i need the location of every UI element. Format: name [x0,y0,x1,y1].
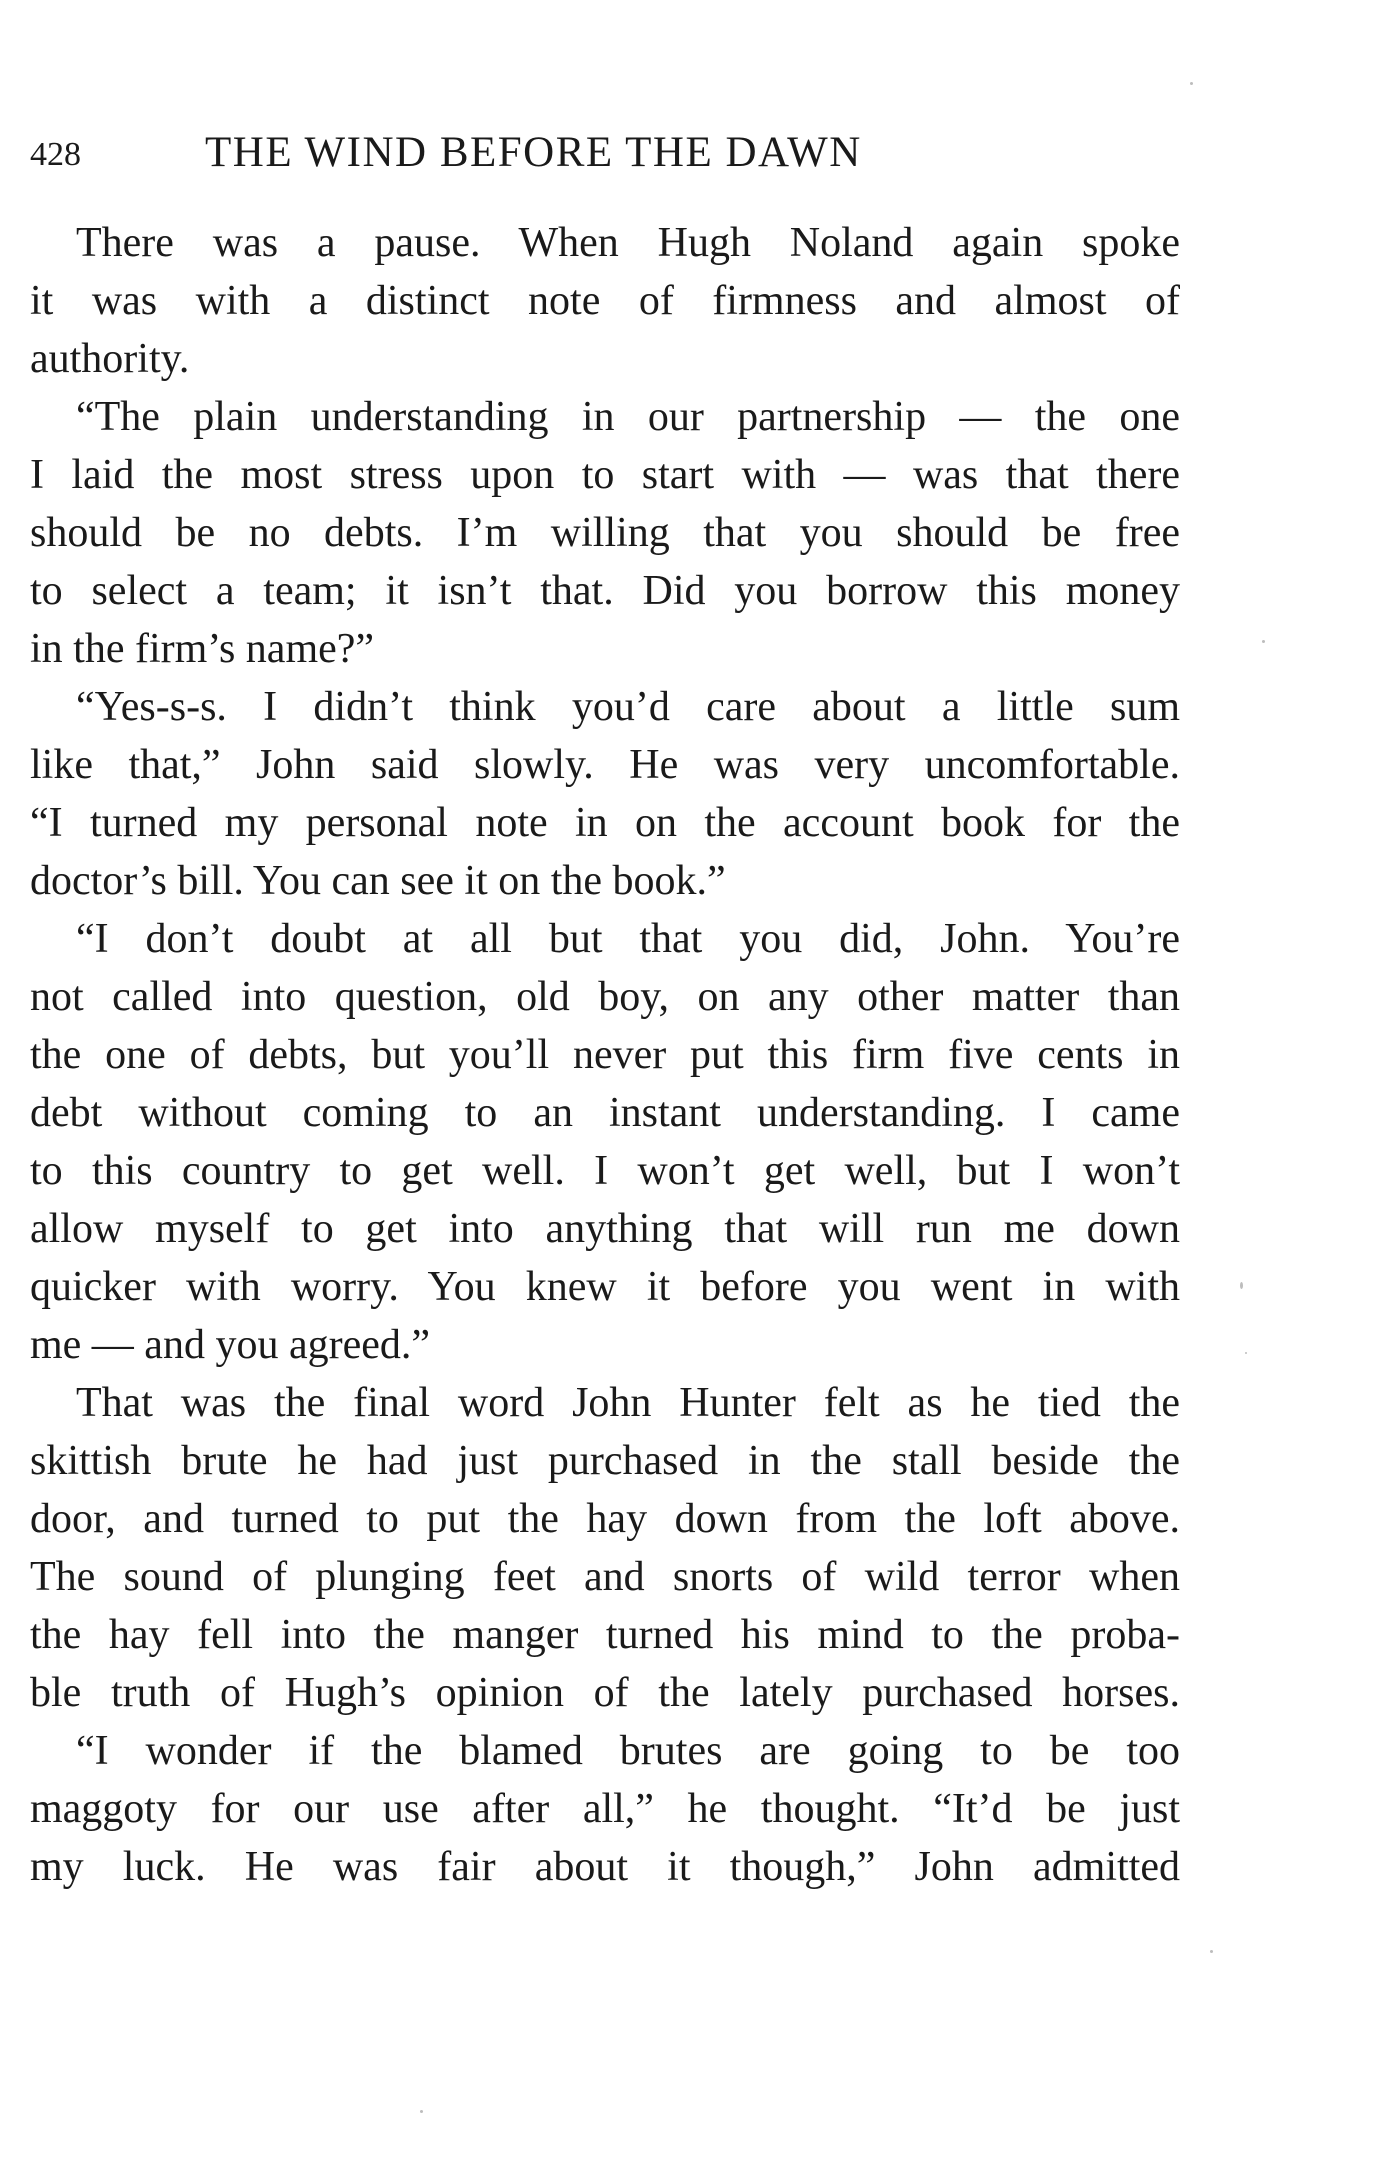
text-line: “I turned my personal note in on the account book for the [30,800,1180,846]
paper-speck [420,2110,423,2113]
text-line: skittish brute he had just purchased in the stall beside the [30,1438,1180,1484]
text-line: allow myself to get into anything that will run me down [30,1206,1180,1252]
text-line: “Yes-s-s. I didn’t think you’d care about a little sum [76,684,1180,730]
text-line: That was the final word John Hunter felt as he tied the [76,1380,1180,1426]
text-line: to this country to get well. I won’t get well, but I won’t [30,1148,1180,1194]
paper-speck [1245,1352,1247,1354]
paper-speck [1262,640,1265,643]
text-line: the one of debts, but you’ll never put this firm five cents in [30,1032,1180,1078]
text-line: There was a pause. When Hugh Noland again spoke [76,220,1180,266]
running-head [30,128,1180,178]
text-line: my luck. He was fair about it though,” John admitted [30,1844,1180,1890]
text-line: the hay fell into the manger turned his mind to the proba- [30,1612,1180,1658]
text-line: maggoty for our use after all,” he thought. “It’d be just [30,1786,1180,1832]
text-line: The sound of plunging feet and snorts of wild terror when [30,1554,1180,1600]
text-line: “I don’t doubt at all but that you did, John. You’re [76,916,1180,962]
text-line: in the firm’s name?” [30,626,375,672]
body-text [30,214,1180,1896]
text-line: “I wonder if the blamed brutes are going to be too [76,1728,1180,1774]
paper-speck [1240,1282,1243,1289]
paper-speck [1210,1950,1213,1953]
text-line: authority. [30,336,190,382]
text-line: like that,” John said slowly. He was very uncomfortable. [30,742,1180,788]
text-line: debt without coming to an instant understanding. I came [30,1090,1180,1136]
text-line: to select a team; it isn’t that. Did you borrow this money [30,568,1180,614]
running-title: THE WIND BEFORE THE DAWN [205,129,862,176]
text-line: it was with a distinct note of firmness and almost of [30,278,1180,324]
text-line: door, and turned to put the hay down from the loft above. [30,1496,1180,1542]
page-number: 428 [30,136,81,173]
text-line: quicker with worry. You knew it before you went in with [30,1264,1180,1310]
paper-speck [1190,82,1193,85]
text-line: ble truth of Hugh’s opinion of the lately purchased horses. [30,1670,1180,1716]
text-line: not called into question, old boy, on any other matter than [30,974,1180,1020]
text-line: should be no debts. I’m willing that you should be free [30,510,1180,556]
text-line: I laid the most stress upon to start with — was that there [30,452,1180,498]
text-line: doctor’s bill. You can see it on the book.” [30,858,726,904]
text-line: me — and you agreed.” [30,1322,431,1368]
text-line: “The plain understanding in our partnership — the one [76,394,1180,440]
